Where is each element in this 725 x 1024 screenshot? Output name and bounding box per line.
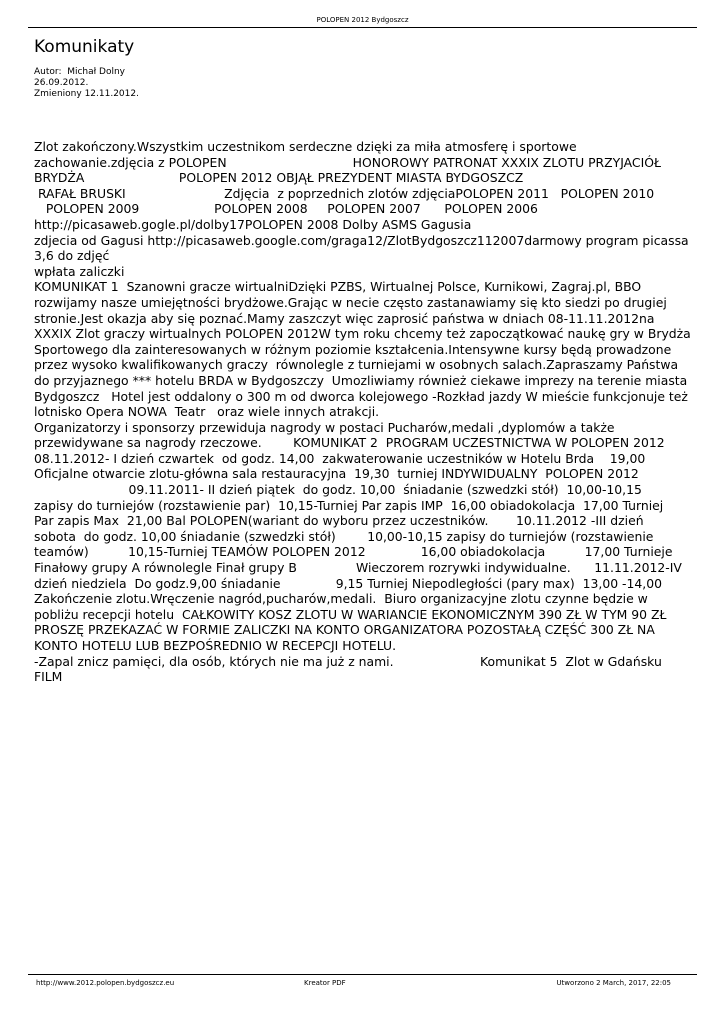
body-line: -Zapal znicz pamięci, dla osób, których nie ma już z nami. [34, 653, 394, 669]
article-body [34, 139, 694, 669]
body-line: Bydgoszcz Hotel jest oddalony o 300 m od dworca kolejowego -Rozkład jazdy W mieście funkcjonuje też [34, 388, 688, 404]
body-line: zachowanie.zdjęcia z POLOPEN HONOROWY PATRONAT XXXIX ZLOTU PRZYJACIÓŁ [34, 154, 661, 170]
publish-date: 26.09.2012. [34, 78, 89, 88]
body-line: Par zapis Max 21,00 Bal POLOPEN(wariant do wyboru przez uczestników. 10.11.2012 -III dzień [34, 513, 644, 529]
body-line: rozwijamy nasze umiejętności brydżowe.Grając w necie często zastanawiamy się kto siedzi po drugiej [34, 294, 667, 310]
modified-date: Zmieniony 12.11.2012. [34, 89, 139, 99]
body-line: sobota do godz. 10,00 śniadanie (szwedzki stół) 10,00-10,15 zapisy do turniejów (rozstawienie [34, 528, 654, 544]
author-line: Autor: Michał Dolny [34, 67, 126, 77]
body-line: KONTO HOTELU LUB BEZPOŚREDNIO W RECEPCJI HOTELU. [34, 638, 397, 653]
running-title: POLOPEN 2012 Bydgoszcz [316, 16, 409, 24]
body-line: lotnisko Opera NOWA Teatr oraz wiele innych atrakcji. [34, 404, 380, 420]
body-line: pobliżu recepcji hotelu CAŁKOWITY KOSZ ZLOTU W WARIANCIE EKONOMICZNYM 390 ZŁ W TYM 90 ZŁ [34, 606, 667, 622]
body-line: zdjecia od Gagusi http://picasaweb.google.com/graga12/ZlotBydgoszcz112007darmowy program picassa [34, 232, 689, 248]
body-line: wpłata zaliczki [34, 263, 125, 279]
footer-created-date: Utworzono 2 March, 2017, 22:05 [556, 979, 671, 987]
page-header [28, 0, 697, 28]
body-line: przez wysoko kwalifikowanych graczy równolegle z turniejami w osobnych salach.Zapraszamy Państwa [34, 357, 679, 373]
body-line: Organizatorzy i sponsorzy przewiduja nagrody w postaci Pucharów,medali ,dyplomów a także [34, 419, 615, 435]
body-line: Oficjalne otwarcie zlotu-główna sala restauracyjna 19,30 turniej INDYWIDUALNY POLOPEN 2012 [34, 466, 639, 482]
body-line: XXXIX Zlot graczy wirtualnych POLOPEN 2012W tym roku chcemy też zapoczątkować naukę gry w Brydża [34, 326, 691, 342]
body-line: Finałowy grupy A równolegle Finał grupy B Wieczorem rozrywki indywidualne. 11.11.2012-IV [34, 560, 682, 576]
body-line: do przyjaznego *** hotelu BRDA w Bydgoszczy Umozliwiamy również ciekawe imprezy na terenie miasta [34, 372, 688, 388]
body-line: przewidywane sa nagrody rzeczowe. KOMUNIKAT 2 PROGRAM UCZESTNICTWA W POLOPEN 2012 [34, 435, 665, 451]
body-line: POLOPEN 2009 POLOPEN 2008 POLOPEN 2007 POLOPEN 2006 [34, 201, 538, 217]
body-line: zapisy do turniejów (rozstawienie par) 10,15-Turniej Par zapis IMP 16,00 obiadokolacja 17,00 Turniej [34, 497, 664, 513]
komunikat-5-link[interactable]: Komunikat 5 Zlot w Gdańsku [480, 654, 662, 669]
page-footer [28, 974, 697, 995]
film-link[interactable]: FILM [34, 669, 63, 684]
body-line: dzień niedziela Do godz.9,00 śniadanie 9,15 Turniej Niepodległości (pary max) 13,00 -14,00 [34, 575, 662, 591]
body-line: 09.11.2011- II dzień piątek do godz. 10,00 śniadanie (szwedzki stół) 10,00-10,15 [34, 482, 642, 498]
body-line: 08.11.2012- I dzień czwartek od godz. 14,00 zakwaterowanie uczestników w Hotelu Brda 19,00 [34, 450, 646, 466]
body-line: teamów) 10,15-Turniej TEAMÓW POLOPEN 2012 16,00 obiadokolacja 17,00 Turnieje [34, 544, 673, 560]
body-line: http://picasaweb.gogle.pl/dolby17POLOPEN 2008 Dolby ASMS Gagusia [34, 216, 472, 232]
body-line: BRYDŻA POLOPEN 2012 OBJĄŁ PREZYDENT MIASTA BYDGOSZCZ [34, 170, 524, 186]
body-line: Sportowego dla zainteresowanych w różnym poziomie kształcenia.Intensywne kursy będą prowadzone [34, 341, 672, 357]
body-line: stronie.Jest okazja aby się poznać.Mamy zaszczyt więc zaprosić państwa w dniach 08-11.11.2012na [34, 310, 655, 326]
body-line: 3,6 do zdjęć [34, 248, 110, 264]
body-line: Zlot zakończony.Wszystkim uczestnikom serdeczne dzięki za miła atmosferę i sportowe [34, 139, 577, 154]
body-line: KOMUNIKAT 1 Szanowni gracze wirtualniDzięki PZBS, Wirtualnej Polsce, Kurnikowi, Zagraj.pl, BBO [34, 279, 642, 295]
page-title: Komunikaty [34, 37, 135, 57]
footer-generator: Kreator PDF [304, 979, 346, 987]
body-line: Zakończenie zlotu.Wręczenie nagród,pucharów,medali. Biuro organizacyjne zlotu czynne będzie w [34, 591, 648, 607]
article-meta [34, 67, 139, 100]
body-line: PROSZĘ PRZEKAZAĆ W FORMIE ZALICZKI NA KONTO ORGANIZATORA POZOSTAŁĄ CZĘŚĆ 300 ZŁ NA [34, 622, 655, 638]
footer-url[interactable]: http://www.2012.polopen.bydgoszcz.eu [36, 979, 175, 987]
body-line: RAFAŁ BRUSKI Zdjęcia z poprzednich zlotów zdjęciaPOLOPEN 2011 POLOPEN 2010 [34, 185, 655, 201]
